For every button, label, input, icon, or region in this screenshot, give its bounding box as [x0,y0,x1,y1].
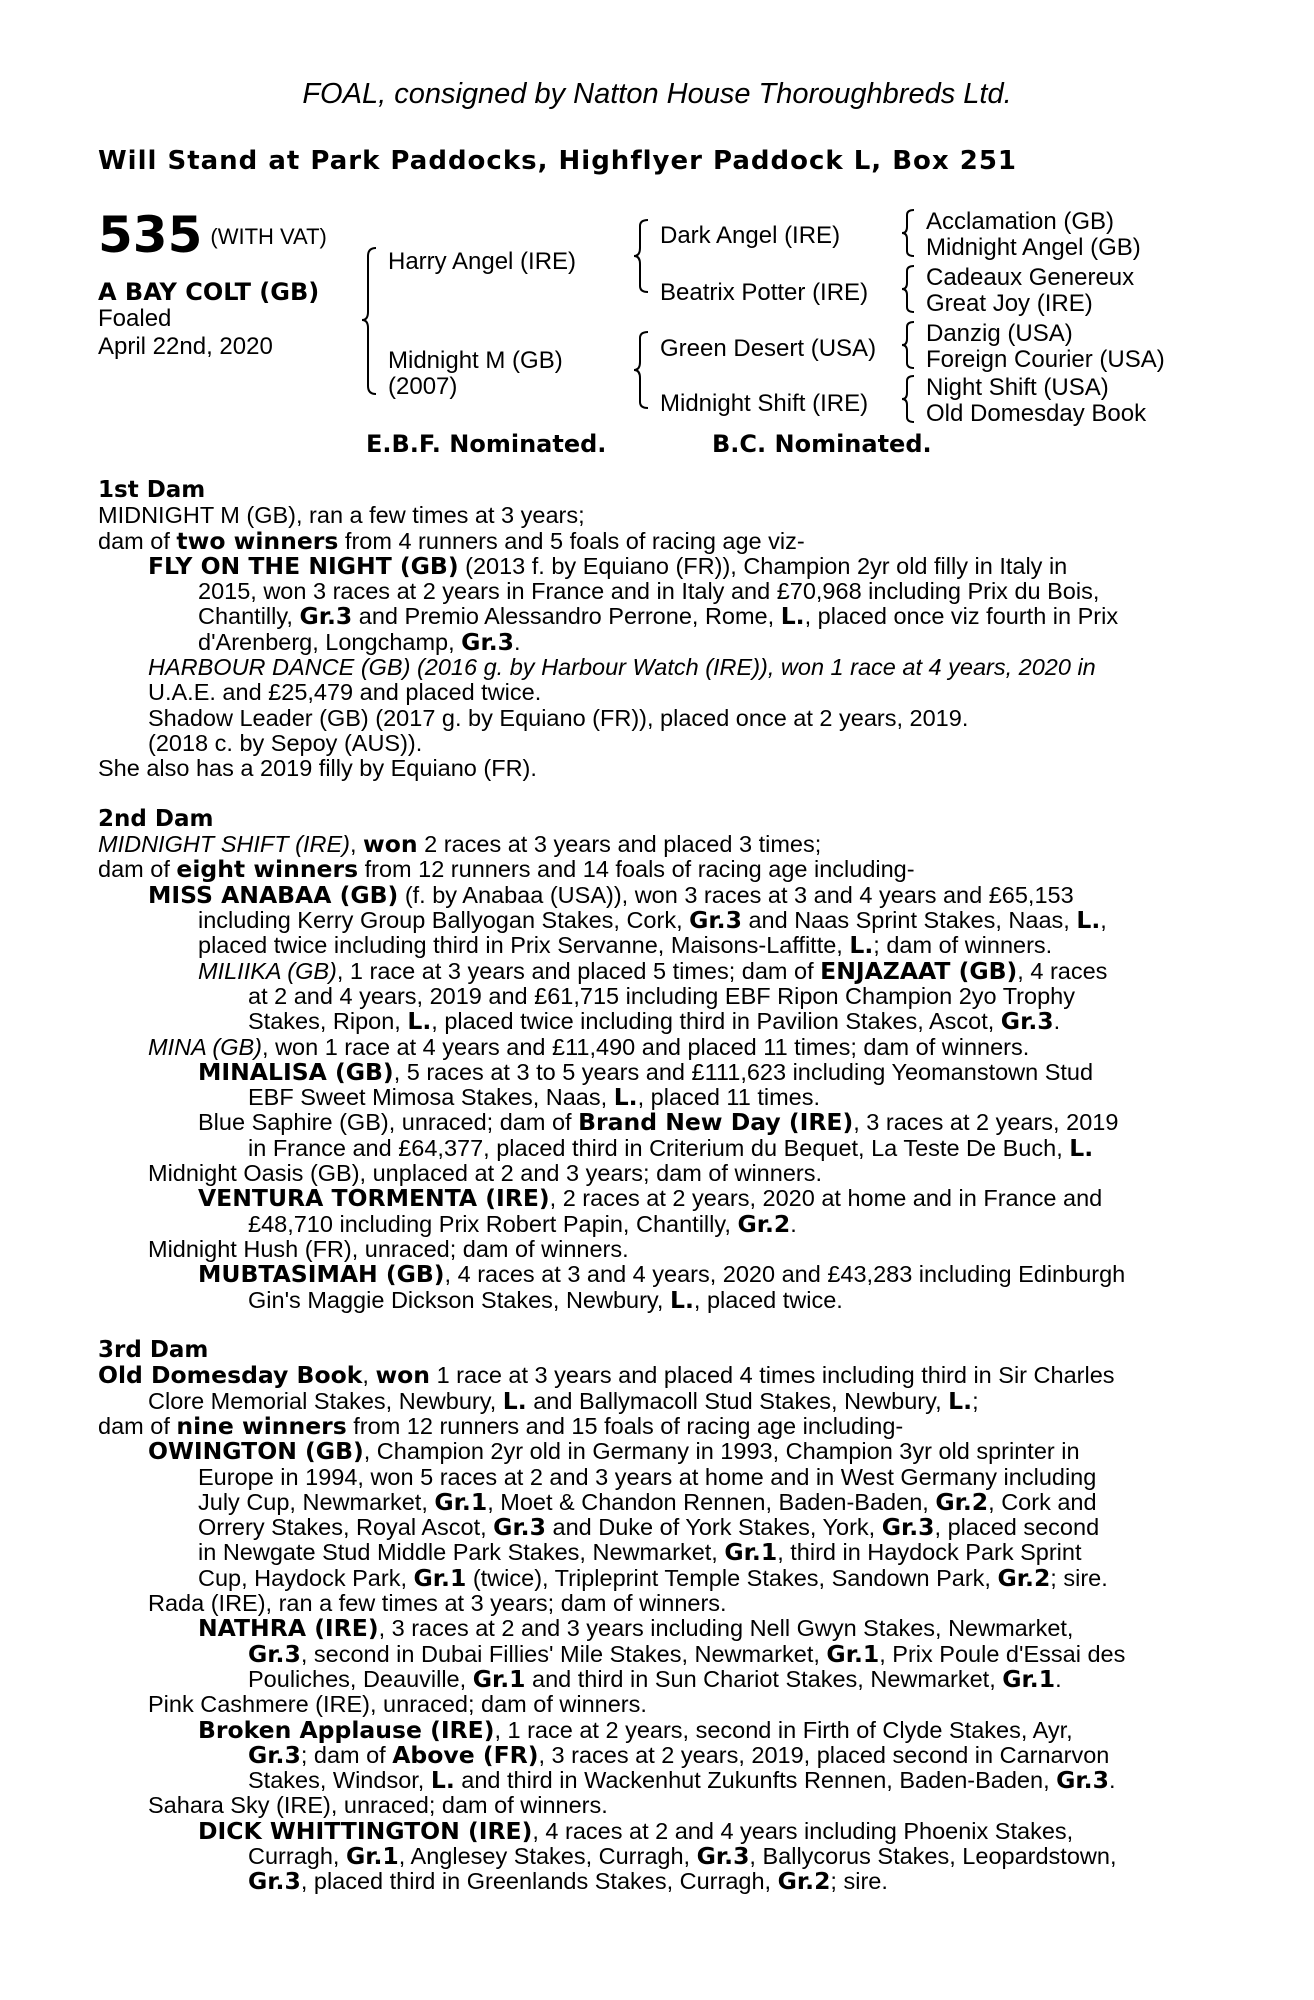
lot-number-block [98,206,327,264]
third-dam-produce-line: dam of nine winners from 12 runners and 15 foals of racing age including- [98,1411,904,1440]
foaled-label: Foaled [98,305,172,332]
gen3-7: Night Shift (USA) [926,374,1109,401]
broken-applause-line3: Stakes, Windsor, L. and third in Wackenhut Zukunfts Rennen, Baden-Baden, Gr.3. [248,1766,1116,1795]
dick-whittington-line3: Gr.3, placed third in Greenlands Stakes, Curragh, Gr.2; sire. [248,1867,888,1896]
ventura-tormenta-line1: VENTURA TORMENTA (IRE), 2 races at 2 years, 2020 at home and in France and [198,1184,1103,1213]
nathra-line1: NATHRA (IRE), 3 races at 2 and 3 years including Nell Gwyn Stakes, Newmarket, [198,1614,1074,1643]
dam: Midnight M (GB) [388,347,563,374]
dam-year: (2007) [388,373,458,400]
first-dam-line: MIDNIGHT M (GB), ran a few times at 3 years; [98,502,585,529]
broken-applause-line2: Gr.3; dam of Above (FR), 3 races at 2 years, 2019, placed second in Carnarvon [248,1740,1110,1769]
dam-parents-bracket [632,330,652,410]
gen3-bracket-1 [900,208,918,258]
ebf-nominated: E.B.F. Nominated. [366,430,607,458]
third-dam-line1: Old Domesday Book, won 1 race at 3 years and placed 4 times including third in Sir Charles [98,1361,1115,1390]
minalisa-line2: EBF Sweet Mimosa Stakes, Naas, L., placed 11 times. [248,1083,821,1112]
gen3-4: Great Joy (IRE) [926,290,1093,317]
dam-sire: Green Desert (USA) [660,335,877,362]
dick-whittington-line2: Curragh, Gr.1, Anglesey Stakes, Curragh, Gr.3, Ballycorus Stakes, Leopardstown, [248,1842,1117,1871]
minalisa-line1: MINALISA (GB), 5 races at 3 to 5 years and £111,623 including Yeomanstown Stud [198,1057,1094,1086]
pedigree-notes [98,478,1208,1895]
nathra-line2: Gr.3, second in Dubai Fillies' Mile Stakes, Newmarket, Gr.1, Prix Poule d'Essai des [248,1639,1126,1668]
third-dam-heading: 3rd Dam [98,1337,209,1364]
filly-2019-line: She also has a 2019 filly by Equiano (FR). [98,755,537,782]
gen3-bracket-4 [900,374,918,424]
fly-on-the-night-line2: 2015, won 3 races at 2 years in France and in Italy and £70,968 including Prix du Bois, [198,578,1100,605]
owington-line6: Cup, Haydock Park, Gr.1 (twice), Tripleprint Temple Stakes, Sandown Park, Gr.2; sire. [198,1563,1108,1592]
owington-line1: OWINGTON (GB), Champion 2yr old in Germany in 1993, Champion 3yr old sprinter in [148,1437,1080,1466]
owington-line4: Orrery Stakes, Royal Ascot, Gr.3 and Duke of York Stakes, York, Gr.3, placed second [198,1513,1100,1542]
nathra-line3: Pouliches, Deauville, Gr.1 and third in Sun Chariot Stakes, Newmarket, Gr.1. [248,1664,1062,1693]
gen3-8: Old Domesday Book [926,400,1147,427]
dick-whittington-line1: DICK WHITTINGTON (IRE), 4 races at 2 and 4 years including Phoenix Stakes, [198,1816,1074,1845]
mina-line: MINA (GB), won 1 race at 4 years and £11,490 and placed 11 times; dam of winners. [148,1033,1030,1060]
gen3-1: Acclamation (GB) [926,208,1115,235]
gen3-bracket-3 [900,320,918,370]
owington-line3: July Cup, Newmarket, Gr.1, Moet & Chandon Rennen, Baden-Baden, Gr.2, Cork and [198,1487,1097,1516]
ventura-tormenta-line2: £48,710 including Prix Robert Papin, Chantilly, Gr.2. [248,1209,797,1238]
gen3-5: Danzig (USA) [926,320,1073,347]
sahara-sky-line: Sahara Sky (IRE), unraced; dam of winners. [148,1792,608,1819]
bc-nominated: B.C. Nominated. [712,430,932,458]
harbour-dance-line1: HARBOUR DANCE (GB) (2016 g. by Harbour Watch (IRE)), won 1 race at 4 years, 2020 in [148,654,1096,681]
lot-description: A BAY COLT (GB) [98,278,320,306]
fly-on-the-night-line1: FLY ON THE NIGHT (GB) (2013 f. by Equiano (FR)), Champion 2yr old filly in Italy in [148,551,1068,580]
rada-line: Rada (IRE), ran a few times at 3 years; dam of winners. [148,1590,727,1617]
colt-2018-line: (2018 c. by Sepoy (AUS)). [148,729,423,756]
first-dam-heading: 1st Dam [98,477,206,503]
sire-sire: Dark Angel (IRE) [660,222,841,249]
gen3-6: Foreign Courier (USA) [926,346,1165,373]
broken-applause-line1: Broken Applause (IRE), 1 race at 2 years, second in Firth of Clyde Stakes, Ayr, [198,1715,1073,1744]
miss-anabaa-line3: placed twice including third in Prix Servanne, Maisons-Laffitte, L.; dam of winners. [198,931,1053,960]
sire-dam: Beatrix Potter (IRE) [660,279,869,306]
dam-dam: Midnight Shift (IRE) [660,390,869,417]
owington-line2: Europe in 1994, won 5 races at 2 and 3 years at home and in West Germany including [198,1463,1097,1490]
fly-on-the-night-line3: Chantilly, Gr.3 and Premio Alessandro Perrone, Rome, L., placed once viz fourth in Prix [198,602,1119,631]
pink-cashmere-line: Pink Cashmere (IRE), unraced; dam of winners. [148,1691,647,1718]
shadow-leader-line: Shadow Leader (GB) (2017 g. by Equiano (FR)), placed once at 2 years, 2019. [148,704,969,731]
standing-line: Will Stand at Park Paddocks, Highflyer Paddock L, Box 251 [98,146,1018,176]
second-dam-line: MIDNIGHT SHIFT (IRE), won 2 races at 3 years and placed 3 times; [98,830,822,859]
third-dam-line2: Clore Memorial Stakes, Newbury, L. and Ballymacoll Stud Stakes, Newbury, L.; [148,1386,979,1415]
miss-anabaa-line2: including Kerry Group Ballyogan Stakes, Cork, Gr.3 and Naas Sprint Stakes, Naas, L., [198,906,1107,935]
miliika-line2: at 2 and 4 years, 2019 and £61,715 including EBF Ripon Champion 2yo Trophy [248,982,1075,1009]
midnight-oasis-line: Midnight Oasis (GB), unplaced at 2 and 3 years; dam of winners. [148,1160,822,1187]
miliika-line1: MILIIKA (GB), 1 race at 3 years and placed 5 times; dam of ENJAZAAT (GB), 4 races [198,956,1108,985]
foaled-date: April 22nd, 2020 [98,333,273,360]
second-dam-heading: 2nd Dam [98,805,214,832]
gen3-bracket-2 [900,264,918,314]
mubtasimah-line1: MUBTASIMAH (GB), 4 races at 3 and 4 years, 2020 and £43,283 including Edinburgh [198,1260,1126,1289]
gen3-3: Cadeaux Genereux [926,264,1135,291]
blue-saphire-line1: Blue Saphire (GB), unraced; dam of Brand New Day (IRE), 3 races at 2 years, 2019 [198,1108,1119,1137]
owington-line5: in Newgate Stud Middle Park Stakes, Newmarket, Gr.1, third in Haydock Park Sprint [198,1538,1082,1567]
harbour-dance-line2: U.A.E. and £25,479 and placed twice. [148,679,542,706]
midnight-hush-line: Midnight Hush (FR), unraced; dam of winners. [148,1235,629,1262]
second-dam-produce-line: dam of eight winners from 12 runners and 14 foals of racing age including- [98,855,915,884]
first-dam-produce-line: dam of two winners from 4 runners and 5 foals of racing age viz- [98,526,805,555]
miliika-line3: Stakes, Ripon, L., placed twice including third in Pavilion Stakes, Ascot, Gr.3. [248,1007,1061,1036]
gen3-2: Midnight Angel (GB) [926,234,1141,261]
lot-number: 535 [98,206,203,264]
consignment-line: FOAL, consigned by Natton House Thoroughbreds Ltd. [302,78,1012,110]
sire-parents-bracket [632,218,652,294]
vat-label: (WITH VAT) [210,224,327,249]
blue-saphire-line2: in France and £64,377, placed third in Criterium du Bequet, La Teste De Buch, L. [248,1133,1094,1162]
sire: Harry Angel (IRE) [388,248,577,275]
miss-anabaa-line1: MISS ANABAA (GB) (f. by Anabaa (USA)), won 3 races at 3 and 4 years and £65,153 [148,880,1074,909]
mubtasimah-line2: Gin's Maggie Dickson Stakes, Newbury, L., placed twice. [248,1285,843,1314]
sire-dam-bracket [360,246,380,396]
fly-on-the-night-line4: d'Arenberg, Longchamp, Gr.3. [198,627,521,656]
